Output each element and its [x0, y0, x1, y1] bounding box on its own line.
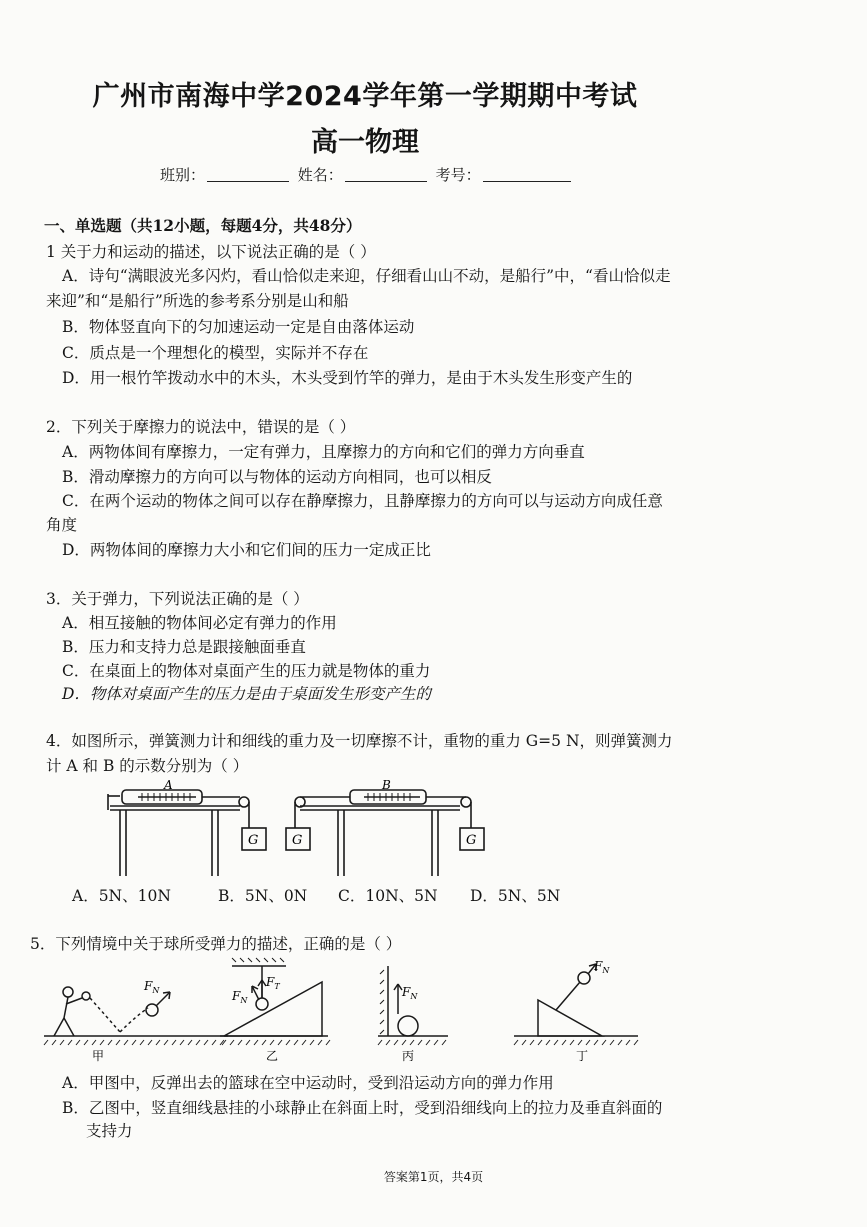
q1-option-d: D．用一根竹竿拨动水中的木头，木头受到竹竿的弹力，是由于木头发生形变产生的: [62, 369, 633, 387]
q5-fn-yi: F: [232, 989, 241, 1003]
q1-option-b: B．物体竖直向下的匀加速运动一定是自由落体运动: [62, 318, 415, 336]
page-footer: 答案第1页，共4页: [383, 1170, 484, 1184]
q5-option-b-cont: 支持力: [86, 1122, 133, 1140]
q2-option-b: B．滑动摩擦力的方向可以与物体的运动方向相同，也可以相反: [62, 468, 492, 486]
q3-stem: 3．关于弹力，下列说法正确的是（ ）: [46, 590, 309, 608]
svg-text:FN: [593, 959, 610, 975]
q5-ft-yi-sub: T: [274, 982, 280, 991]
q1-option-a-cont: 来迎”和“是船行”所选的参考系分别是山和船: [46, 292, 349, 310]
svg-text:FN: [143, 979, 160, 995]
q4-weight-label-2: G: [292, 833, 303, 848]
exam-subtitle: 高一物理: [311, 127, 419, 158]
q5-fn-jia: F: [144, 979, 153, 993]
q5-option-b: B．乙图中，竖直细线悬挂的小球静止在斜面上时，受到沿细线向上的拉力及垂直斜面的: [62, 1099, 663, 1117]
svg-text:FN: [401, 985, 418, 1001]
q2-option-c-cont: 角度: [46, 516, 78, 534]
q3-option-a: A．相互接触的物体间必定有弹力的作用: [62, 614, 337, 632]
q3-option-c: C．在桌面上的物体对桌面产生的压力就是物体的重力: [62, 662, 431, 680]
q5-fn-bing: F: [402, 985, 411, 999]
q5-stem: 5．下列情境中关于球所受弹力的描述，正确的是（ ）: [30, 935, 402, 953]
q5-label-bing: 丙: [402, 1049, 415, 1063]
q2-option-d: D．两物体间的摩擦力大小和它们间的压力一定成正比: [62, 541, 431, 559]
q2-option-a: A．两物体间有摩擦力，一定有弹力，且摩擦力的方向和它们的弹力方向垂直: [62, 443, 585, 461]
q4-label-a: A: [164, 778, 173, 792]
q5-label-ding: 丁: [576, 1049, 589, 1063]
q4-label-b: B: [382, 778, 391, 792]
name-blank[interactable]: [345, 167, 427, 182]
q4-option-a: A．5N、10N: [72, 887, 171, 905]
q5-fn-ding: F: [594, 959, 603, 973]
class-blank[interactable]: [207, 167, 289, 182]
student-info-row: [160, 164, 575, 185]
q4-stem-cont: 计 A 和 B 的示数分别为（ ）: [46, 757, 249, 775]
q5-fn-bing-sub: N: [410, 992, 418, 1001]
q5-label-yi: 乙: [266, 1049, 279, 1063]
q5-fn-ding-sub: N: [602, 966, 610, 975]
q1-stem: 1 关于力和运动的描述，以下说法正确的是（ ）: [46, 243, 376, 261]
q4-option-b: B．5N、0N: [218, 887, 308, 905]
q2-stem: 2．下列关于摩擦力的说法中，错误的是（ ）: [46, 418, 356, 436]
q4-option-d: D．5N、5N: [470, 887, 561, 905]
q5-fn-jia-sub: N: [152, 986, 160, 995]
q5-option-a: A．甲图中，反弹出去的篮球在空中运动时，受到沿运动方向的弹力作用: [62, 1074, 554, 1092]
id-blank[interactable]: [483, 167, 571, 182]
q1-option-a: A．诗句“满眼波光多闪灼，看山恰似走来迎，仔细看山山不动，是船行”中，“看山恰似走: [62, 267, 671, 285]
q4-option-c: C．10N、5N: [338, 887, 438, 905]
q5-figure: [40, 956, 660, 1066]
q5-label-jia: 甲: [92, 1049, 105, 1063]
q3-option-b: B．压力和支持力总是跟接触面垂直: [62, 638, 306, 656]
id-label: 考号：: [435, 166, 481, 184]
name-label: 姓名：: [297, 166, 343, 184]
q1-option-c: C．质点是一个理想化的模型，实际并不存在: [62, 344, 369, 362]
q4-weight-label-1: G: [248, 833, 259, 848]
q5-fn-yi-sub: N: [240, 996, 248, 1005]
svg-text:FT: [265, 975, 280, 991]
q3-option-d: D．物体对桌面产生的压力是由于桌面发生形变产生的: [62, 685, 431, 703]
exam-title: 广州市南海中学2024学年第一学期期中考试: [92, 81, 638, 112]
section-heading: 一、单选题（共12小题，每题4分，共48分）: [44, 216, 362, 235]
q4-figure: [100, 778, 500, 878]
q5-ft-yi: F: [266, 975, 275, 989]
q2-option-c: C．在两个运动的物体之间可以存在静摩擦力，且静摩擦力的方向可以与运动方向成任意: [62, 492, 663, 510]
class-label: 班别：: [160, 166, 206, 184]
q4-stem: 4．如图所示，弹簧测力计和细线的重力及一切摩擦不计，重物的重力 G=5 N，则弹簧测力: [46, 732, 673, 750]
q4-weight-label-3: G: [466, 833, 477, 848]
svg-text:FN: [231, 989, 248, 1005]
